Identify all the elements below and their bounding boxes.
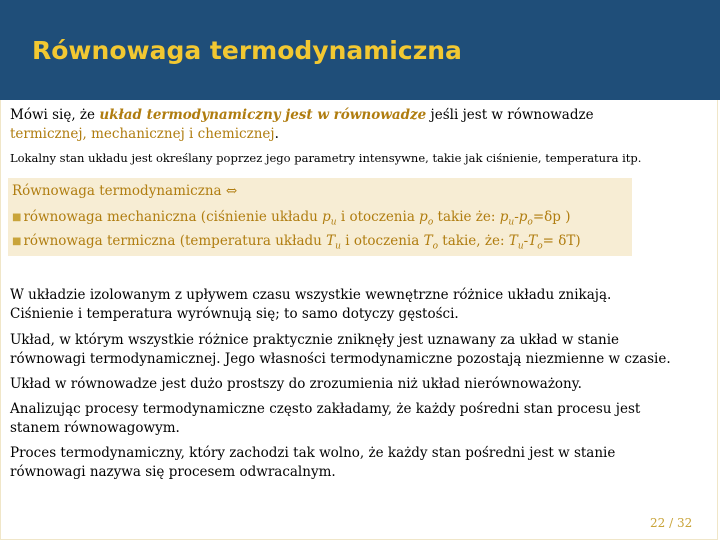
mech-text: równowaga mechaniczna (ciśnienie układu [23, 209, 323, 225]
therm-formula-eq: = δT) [542, 233, 581, 249]
therm-T: T [326, 233, 336, 249]
para-2-line-1: Układ, w którym wszystkie różnice praktycznie zniknęły jest uznawany za układ w stanie [10, 332, 620, 348]
mech-formula-o: o [527, 217, 533, 228]
mech-formula-dash: - [514, 209, 519, 225]
para-1-line-2: Ciśnienie i temperatura wyrównują się; to samo dotyczy gęstości. [10, 306, 459, 322]
therm-o: o [432, 241, 439, 252]
therm-T2: T [423, 233, 433, 249]
para-5-line-2: równowagi nazywa się procesem odwracalnym. [10, 464, 336, 480]
para-4-line-2: stanem równowagowym. [10, 420, 180, 436]
para-2-line-2: równowagi termodynamicznej. Jego własności termodynamiczne pozostają niezmienne w czasie. [10, 351, 671, 367]
therm-formula-T2: T [528, 233, 538, 249]
local-state-text: Lokalny stan układu jest określany poprzez jego parametry intensywne, takie jak ciśnienie, temperatura itp. [10, 151, 642, 165]
intro-line2: termicznej, mechanicznej i chemicznej [10, 126, 275, 142]
mech-formula-p: p [499, 209, 509, 225]
page-number: 22 / 32 [650, 516, 693, 530]
bullet-icon: ■ [12, 236, 22, 247]
intro-part2: jeśli jest w równowadze [426, 107, 594, 123]
therm-formula-dash: - [523, 233, 529, 249]
bullet-thermal [12, 233, 581, 252]
therm-text: równowaga termiczna (temperatura układu [23, 233, 327, 249]
mech-p: p [322, 209, 331, 225]
therm-formula-o: o [537, 241, 543, 252]
para-3-line-1: Układ w równowadze jest dużo prostszy do zrozumienia niż układ nierównoważony. [10, 376, 582, 392]
mech-tail: takie że: [433, 209, 500, 225]
mech-formula-p2: p [518, 209, 528, 225]
therm-mid: i otoczenia [340, 233, 424, 249]
mech-p2: p [419, 209, 428, 225]
mech-o: o [427, 217, 434, 228]
therm-u: u [335, 241, 341, 252]
equilibrium-box [8, 178, 632, 256]
para-1-line-1: W układzie izolowanym z upływem czasu wszystkie wewnętrzne różnice układu znikają. [10, 287, 612, 303]
mech-formula-u: u [508, 217, 515, 228]
bullet-icon: ■ [12, 212, 22, 223]
mech-formula-eq: =δp ) [532, 209, 571, 225]
para-4-line-1: Analizując procesy termodynamiczne często zakładamy, że każdy pośredni stan procesu jest [10, 401, 641, 417]
mech-u: u [330, 217, 337, 228]
therm-tail: takie, że: [438, 233, 509, 249]
para-5-line-1: Proces termodynamiczny, który zachodzi tak wolno, że każdy stan pośredni jest w stanie [10, 445, 616, 461]
therm-formula-u: u [517, 241, 524, 252]
intro-line-2 [10, 125, 279, 144]
therm-formula-T: T [508, 233, 518, 249]
mech-mid: i otoczenia [336, 209, 420, 225]
intro-part1: Mówi się, że [10, 107, 100, 123]
box-heading: Równowaga termodynamiczna ⇔ [12, 183, 238, 199]
bullet-mechanical [12, 209, 570, 228]
slide-title: Równowaga termodynamiczna [32, 36, 462, 65]
intro-emphasis: układ termodynamiczny jest w równowadze [99, 107, 427, 123]
intro-line-1 [10, 106, 594, 125]
intro-line2-end: . [274, 126, 279, 142]
